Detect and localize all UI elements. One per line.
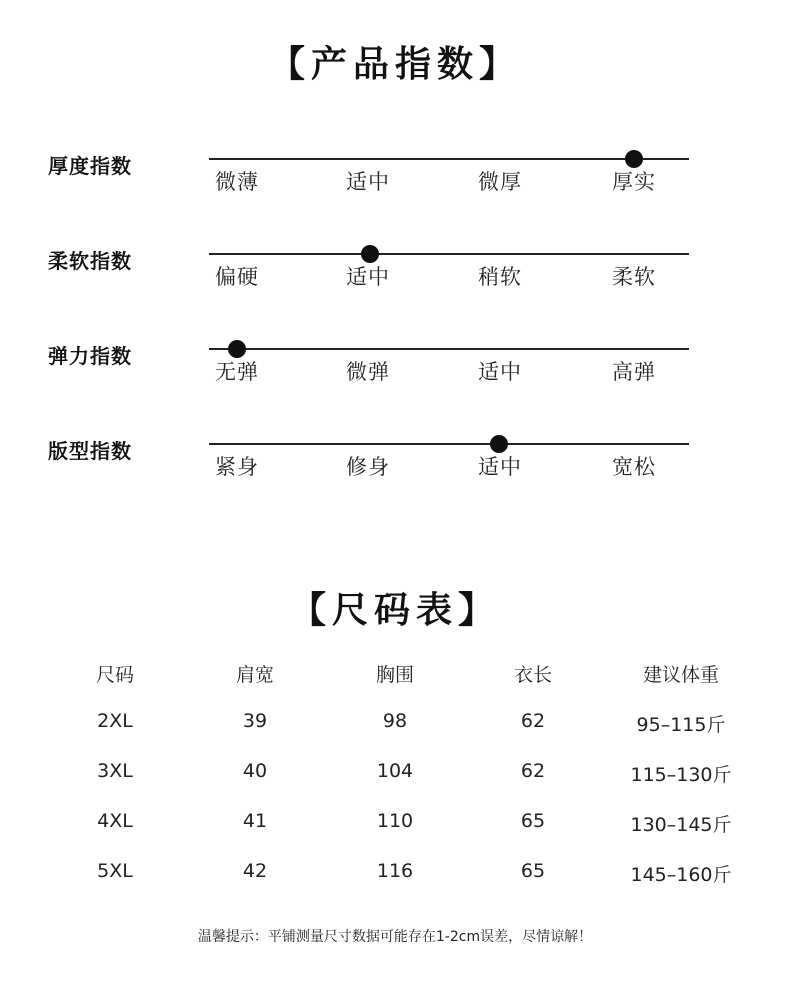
- size-cell: 40: [242, 760, 268, 782]
- size-cell: 130–145斤: [630, 814, 732, 836]
- index-option: 适中: [346, 170, 390, 194]
- index-option: 高弹: [612, 360, 656, 384]
- index-option: 稍软: [478, 265, 522, 289]
- index-option: 厚实: [612, 170, 656, 194]
- size-cell: 145–160斤: [630, 864, 732, 886]
- index-row-elasticity: [0, 340, 790, 400]
- index-label: 版型指数: [48, 439, 132, 463]
- index-row-thickness: [0, 150, 790, 210]
- size-cell: 110: [376, 810, 414, 832]
- size-table: [0, 660, 790, 910]
- size-table-header: [0, 660, 790, 710]
- index-option: 适中: [478, 360, 522, 384]
- table-row: [0, 710, 790, 760]
- size-cell: 2XL: [97, 710, 133, 732]
- index-option: 无弹: [215, 360, 259, 384]
- size-cell: 3XL: [97, 760, 133, 782]
- size-header-cell: 胸围: [375, 664, 414, 686]
- index-scale-line: [209, 253, 689, 255]
- size-cell: 42: [242, 860, 268, 882]
- product-index-title: 【产品指数】: [268, 44, 521, 85]
- index-scale-line: [209, 158, 689, 160]
- size-cell: 62: [520, 710, 546, 732]
- table-row: [0, 860, 790, 910]
- size-cell: 5XL: [97, 860, 133, 882]
- index-option: 宽松: [612, 455, 656, 479]
- size-header-cell: 衣长: [513, 664, 552, 686]
- index-label: 柔软指数: [48, 249, 132, 273]
- index-option: 修身: [346, 455, 390, 479]
- size-cell: 39: [242, 710, 268, 732]
- size-cell: 116: [376, 860, 414, 882]
- index-scale-line: [209, 443, 689, 445]
- size-header-cell: 建议体重: [642, 664, 719, 686]
- size-cell: 65: [520, 860, 546, 882]
- index-option: 适中: [346, 265, 390, 289]
- index-option: 微厚: [478, 170, 522, 194]
- index-option: 紧身: [215, 455, 259, 479]
- size-cell: 65: [520, 810, 546, 832]
- size-cell: 104: [376, 760, 414, 782]
- size-cell: 98: [382, 710, 408, 732]
- index-scale-line: [209, 348, 689, 350]
- index-option: 柔软: [612, 265, 656, 289]
- size-cell: 95–115斤: [636, 714, 726, 736]
- size-cell: 62: [520, 760, 546, 782]
- index-label: 弹力指数: [48, 344, 132, 368]
- index-row-fit: [0, 435, 790, 495]
- size-cell: 115–130斤: [630, 764, 732, 786]
- size-header-cell: 尺码: [95, 664, 134, 686]
- measurement-note: 温馨提示：平铺测量尺寸数据可能存在1-2cm误差，尽情谅解！: [197, 929, 593, 945]
- index-option: 微弹: [346, 360, 390, 384]
- index-option: 适中: [478, 455, 522, 479]
- index-label: 厚度指数: [48, 154, 132, 178]
- size-cell: 4XL: [97, 810, 133, 832]
- size-header-cell: 肩宽: [235, 664, 274, 686]
- table-row: [0, 810, 790, 860]
- table-row: [0, 760, 790, 810]
- size-cell: 41: [242, 810, 268, 832]
- index-option: 微薄: [215, 170, 259, 194]
- size-chart-title: 【尺码表】: [289, 590, 500, 631]
- index-row-softness: [0, 245, 790, 305]
- index-option: 偏硬: [215, 265, 259, 289]
